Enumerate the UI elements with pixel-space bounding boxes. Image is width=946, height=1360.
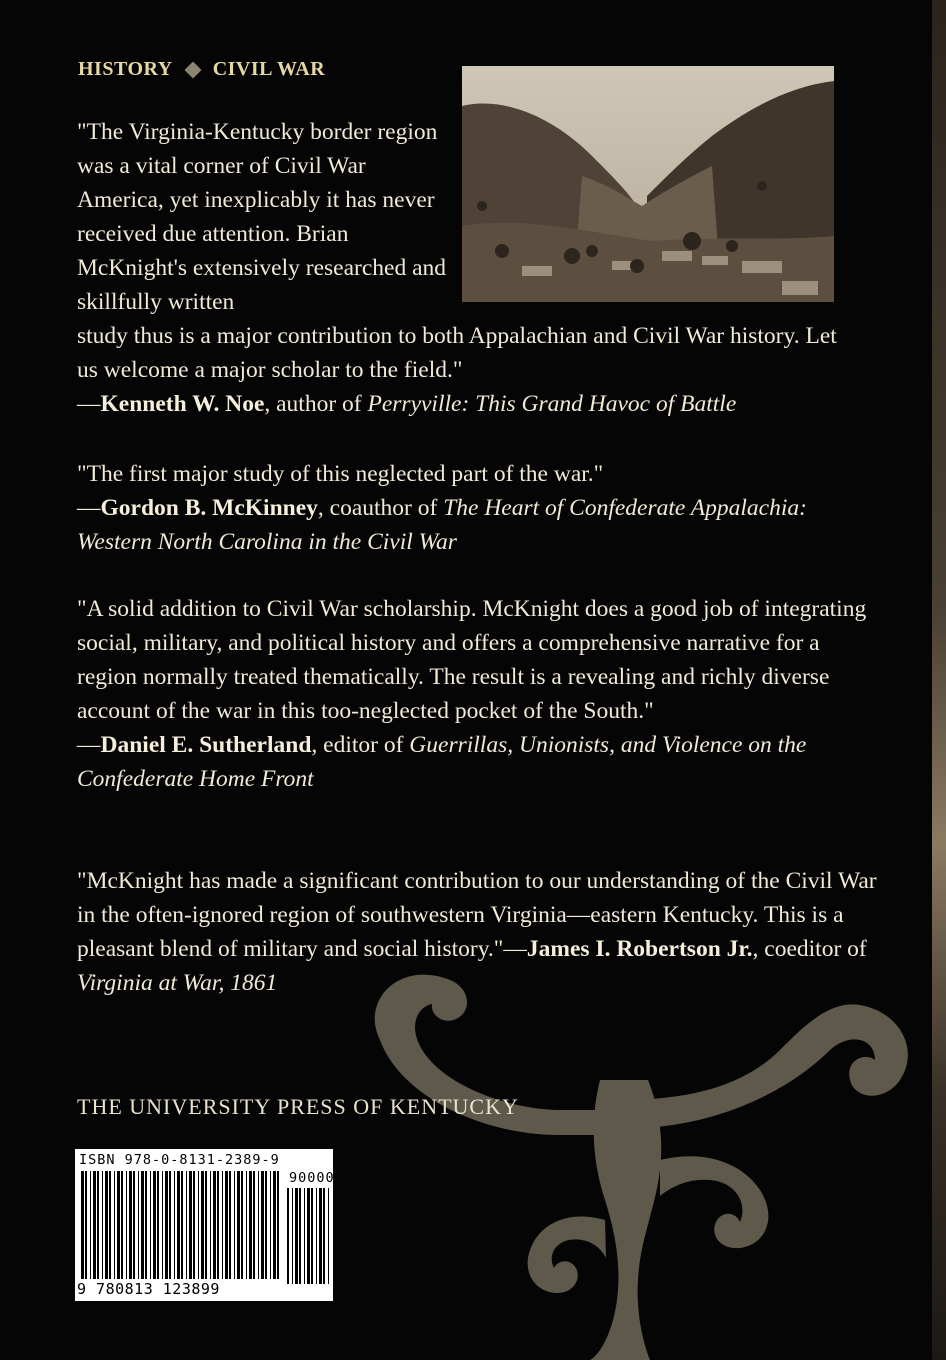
scroll-ornament-icon [360, 960, 932, 1360]
blurb-mckinney-name: Gordon B. McKinney [100, 495, 318, 521]
blurb-mckinney-title: The Heart of Confederate Appalachia: Western North Carolina in the Civil War [77, 495, 807, 555]
blurb-sutherland-name: Daniel E. Sutherland [100, 732, 312, 758]
blurb-mckinney-dash: — [77, 495, 101, 521]
blurb-robertson-name: James I. Robertson Jr. [526, 936, 753, 962]
blurb-sutherland [77, 592, 867, 796]
blurb-mckinney-role: , coauthor of [317, 495, 444, 521]
blurb-noe-title: Perryville: This Grand Havoc of Battle [367, 391, 737, 417]
publisher-name: THE UNIVERSITY PRESS OF KENTUCKY [77, 1094, 519, 1119]
category-label [78, 58, 325, 81]
blurb-robertson-text: "McKnight has made a significant contribution to our understanding of the Civil War in the often-ignored region of southwestern Virginia—eastern Kentucky. This is a pleasant blend of military and social history." [77, 868, 877, 962]
isbn-number: ISBN 978-0-8131-2389-9 [79, 1152, 280, 1168]
price-code: 90000 [289, 1170, 335, 1186]
blurb-robertson-dash: — [503, 936, 527, 962]
barcode-digits: 9 780813 123899 [77, 1280, 220, 1298]
blurb-robertson-role: , coeditor of [752, 936, 867, 962]
blurb-sutherland-dash: — [77, 732, 101, 758]
price-barcode-bars [287, 1188, 329, 1284]
category-history: HISTORY [78, 58, 173, 80]
blurb-noe-name: Kenneth W. Noe [100, 391, 265, 417]
barcode-bars [81, 1171, 281, 1279]
blurb-noe-dash: — [77, 391, 101, 417]
diamond-icon [184, 61, 201, 78]
blurb-mckinney-text: "The first major study of this neglected part of the war." [77, 461, 604, 487]
blurb-sutherland-role: , editor of [311, 732, 410, 758]
blurb-mckinney [77, 457, 877, 559]
category-civil-war: CIVIL WAR [212, 58, 326, 80]
blurb-noe-role: , author of [264, 391, 368, 417]
isbn-barcode [75, 1149, 333, 1301]
blurb-noe-text: study thus is a major contribution to both Appalachian and Civil War history. Let us welcome a major scholar to the field." [77, 323, 837, 383]
blurb-sutherland-title: Guerrillas, Unionists, and Violence on the Confederate Home Front [77, 732, 807, 792]
spine-edge [932, 0, 946, 1360]
blurb-sutherland-text: "A solid addition to Civil War scholarship. McKnight does a good job of integrating social, military, and political history and offers a comprehensive narrative for a region normally treated thematically. The result is a revealing and richly diverse account of the war in this too-neglected pocket of the South." [77, 596, 867, 724]
blurb-noe [77, 115, 837, 421]
blurb-robertson-title: Virginia at War, 1861 [77, 970, 278, 996]
blurb-noe-lead: "The Virginia-Kentucky border region was a vital corner of Civil War America, yet inexplicably it has never received due attention. Brian McKnight's extensively researched and skillfully written [77, 119, 447, 315]
